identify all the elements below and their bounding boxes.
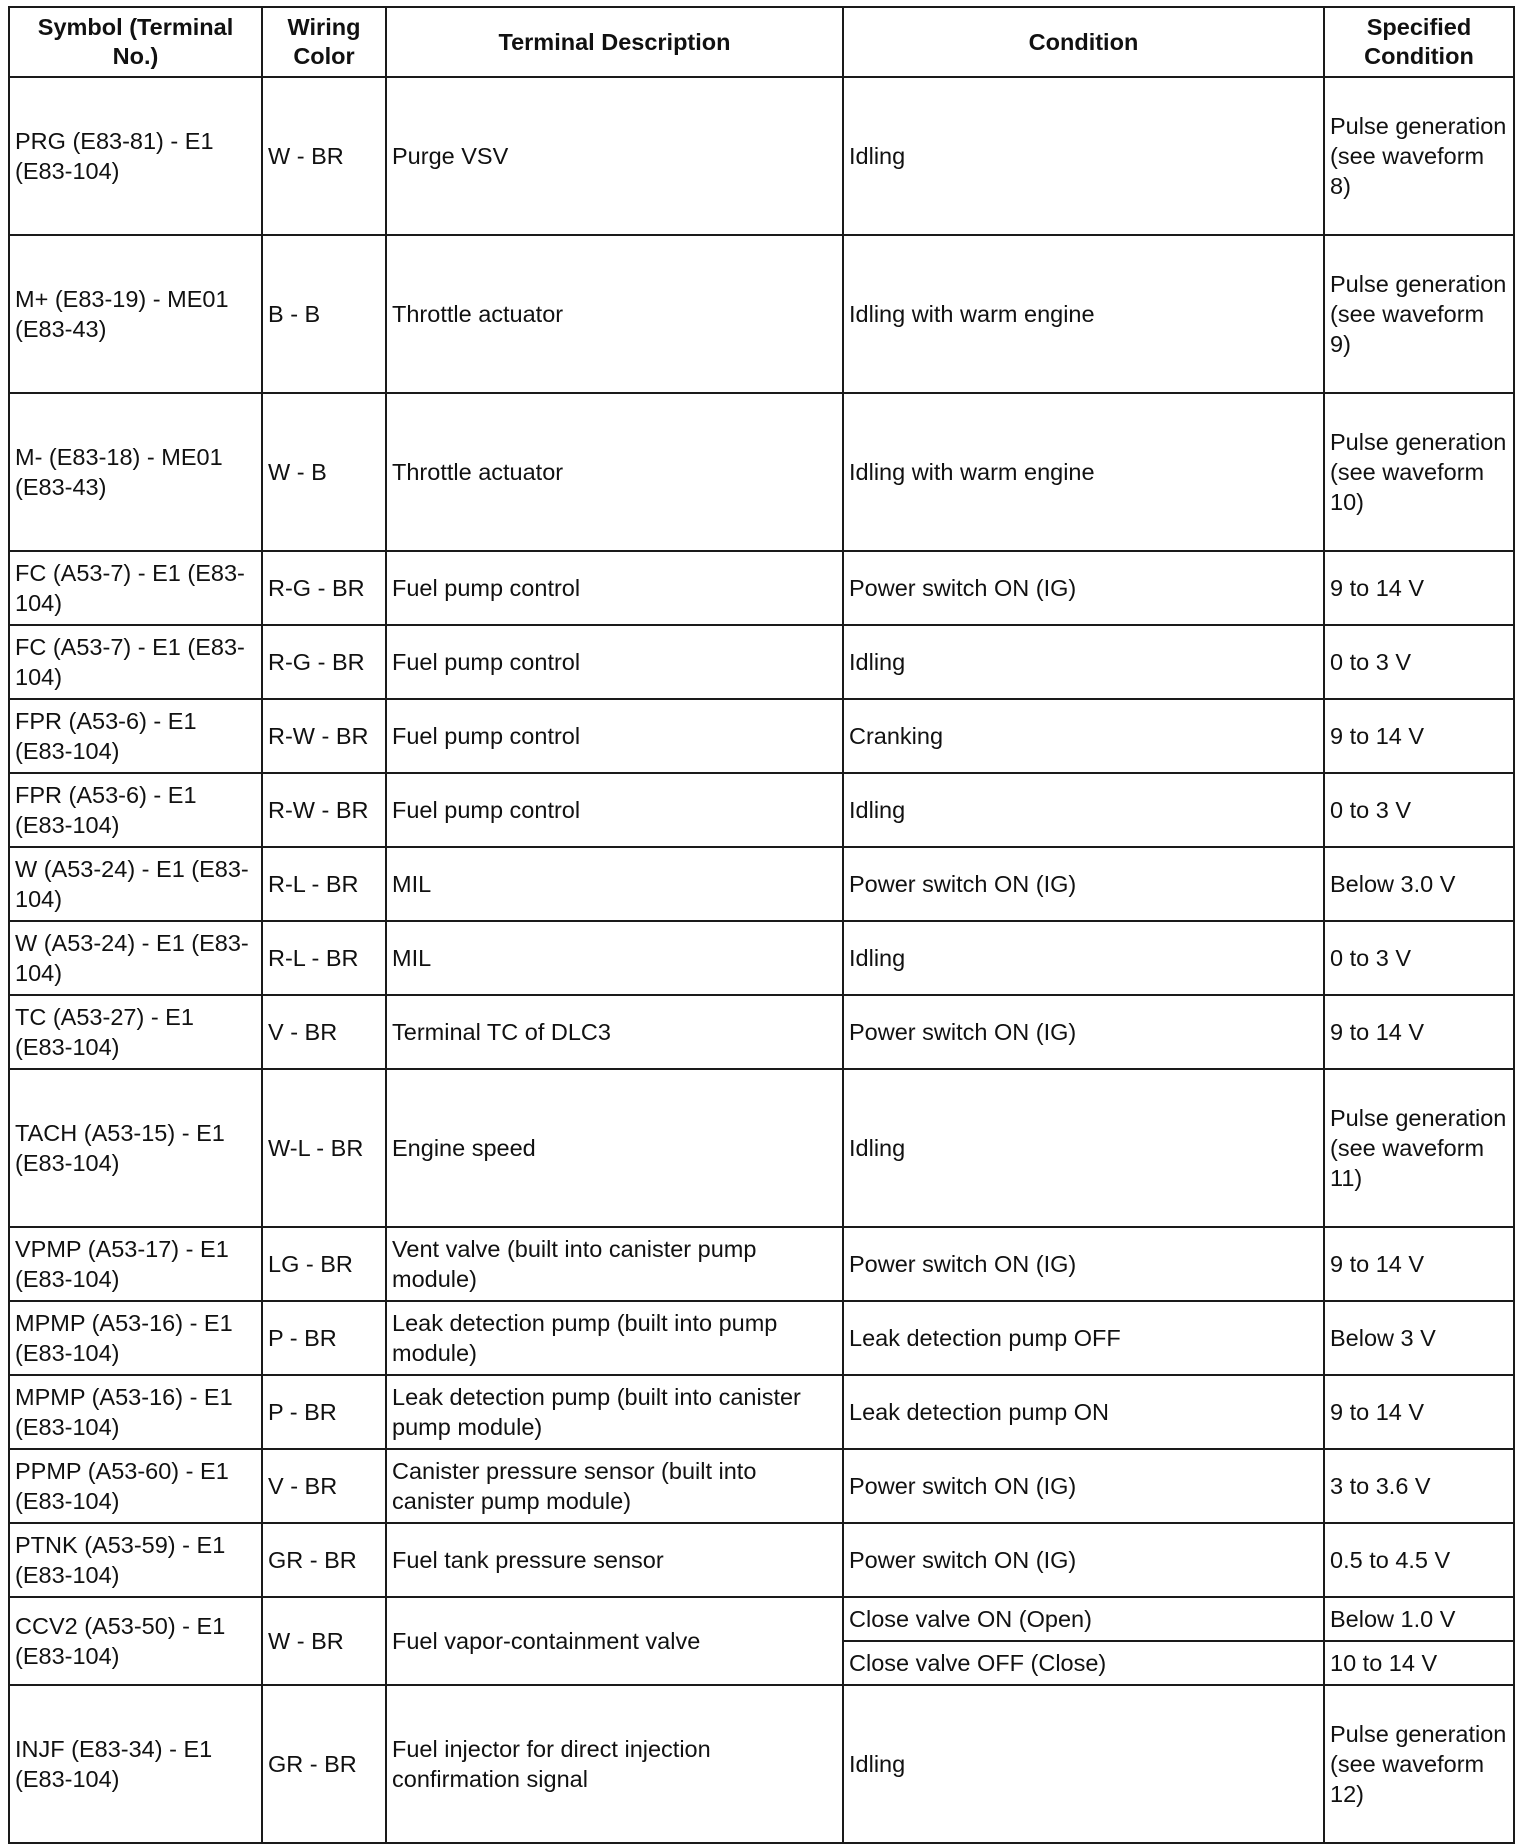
cell-wiring: W - BR: [262, 1597, 386, 1685]
cell-description: Leak detection pump (built into pump module): [386, 1301, 843, 1375]
spec-text: Pulse generation: [1330, 1721, 1507, 1747]
cell-wiring: R-L - BR: [262, 847, 386, 921]
table-row: [9, 1685, 1514, 1843]
table-row: [9, 235, 1514, 393]
table-row: [9, 77, 1514, 235]
cell-spec: 9 to 14 V: [1324, 551, 1514, 625]
cell-spec: 9 to 14 V: [1324, 995, 1514, 1069]
cell-condition: Power switch ON (IG): [843, 551, 1324, 625]
cell-spec: Below 3 V: [1324, 1301, 1514, 1375]
cell-symbol: PTNK (A53-59) - E1 (E83-104): [9, 1523, 262, 1597]
cell-description: Fuel vapor-containment valve: [386, 1597, 843, 1685]
cell-description: Vent valve (built into canister pump module): [386, 1227, 843, 1301]
cell-description: Throttle actuator: [386, 235, 843, 393]
table-row: [9, 1301, 1514, 1375]
cell-wiring: R-L - BR: [262, 921, 386, 995]
cell-condition: Power switch ON (IG): [843, 1523, 1324, 1597]
cell-condition: Power switch ON (IG): [843, 847, 1324, 921]
cell-wiring: V - BR: [262, 995, 386, 1069]
cell-wiring: GR - BR: [262, 1685, 386, 1843]
table-row: [9, 625, 1514, 699]
cell-description: MIL: [386, 847, 843, 921]
table-row: [9, 847, 1514, 921]
cell-symbol: FPR (A53-6) - E1 (E83-104): [9, 699, 262, 773]
cell-wiring: P - BR: [262, 1375, 386, 1449]
cell-wiring: LG - BR: [262, 1227, 386, 1301]
cell-spec: 0.5 to 4.5 V: [1324, 1523, 1514, 1597]
cell-wiring: R-W - BR: [262, 773, 386, 847]
table-row: [9, 393, 1514, 551]
cell-symbol: MPMP (A53-16) - E1 (E83-104): [9, 1375, 262, 1449]
header-symbol: Symbol (Terminal No.): [9, 7, 262, 77]
spec-note: (see waveform 12): [1330, 1751, 1485, 1807]
table-row: [9, 1523, 1514, 1597]
cell-condition: Leak detection pump OFF: [843, 1301, 1324, 1375]
cell-spec: [1324, 393, 1514, 551]
spec-text: Pulse generation: [1330, 113, 1507, 139]
cell-symbol: W (A53-24) - E1 (E83-104): [9, 847, 262, 921]
cell-condition: Power switch ON (IG): [843, 1227, 1324, 1301]
cell-symbol: PPMP (A53-60) - E1 (E83-104): [9, 1449, 262, 1523]
cell-spec: [1324, 1685, 1514, 1843]
cell-description: Fuel pump control: [386, 551, 843, 625]
table-row: [9, 1597, 1514, 1641]
cell-description: Leak detection pump (built into canister pump module): [386, 1375, 843, 1449]
cell-condition: Power switch ON (IG): [843, 1449, 1324, 1523]
cell-symbol: TC (A53-27) - E1 (E83-104): [9, 995, 262, 1069]
cell-condition: Idling with warm engine: [843, 393, 1324, 551]
spec-text: Pulse generation: [1330, 271, 1507, 297]
cell-wiring: W-L - BR: [262, 1069, 386, 1227]
cell-spec: [1324, 1069, 1514, 1227]
table-row: [9, 921, 1514, 995]
cell-condition: Cranking: [843, 699, 1324, 773]
header-row: [9, 7, 1514, 77]
cell-spec: [1324, 235, 1514, 393]
cell-condition: Close valve ON (Open): [843, 1597, 1324, 1641]
cell-symbol: M- (E83-18) - ME01 (E83-43): [9, 393, 262, 551]
cell-condition: Idling: [843, 1069, 1324, 1227]
cell-spec: Below 1.0 V: [1324, 1597, 1514, 1641]
cell-spec: 9 to 14 V: [1324, 1375, 1514, 1449]
cell-symbol: CCV2 (A53-50) - E1 (E83-104): [9, 1597, 262, 1685]
cell-spec: 3 to 3.6 V: [1324, 1449, 1514, 1523]
table-row: [9, 995, 1514, 1069]
spec-text: Pulse generation: [1330, 429, 1507, 455]
cell-symbol: PRG (E83-81) - E1 (E83-104): [9, 77, 262, 235]
cell-spec: 0 to 3 V: [1324, 625, 1514, 699]
cell-wiring: V - BR: [262, 1449, 386, 1523]
cell-spec: Below 3.0 V: [1324, 847, 1514, 921]
cell-description: Fuel pump control: [386, 625, 843, 699]
cell-symbol: INJF (E83-34) - E1 (E83-104): [9, 1685, 262, 1843]
cell-spec: 0 to 3 V: [1324, 921, 1514, 995]
cell-symbol: FC (A53-7) - E1 (E83-104): [9, 625, 262, 699]
header-specified-condition: Specified Condition: [1324, 7, 1514, 77]
table-row: [9, 773, 1514, 847]
cell-condition: Idling: [843, 1685, 1324, 1843]
cell-description: Terminal TC of DLC3: [386, 995, 843, 1069]
cell-condition: Leak detection pump ON: [843, 1375, 1324, 1449]
table-row: [9, 699, 1514, 773]
header-wiring-color: Wiring Color: [262, 7, 386, 77]
cell-spec: 9 to 14 V: [1324, 699, 1514, 773]
cell-condition: Idling: [843, 77, 1324, 235]
terminal-spec-table: [8, 6, 1515, 1844]
cell-wiring: W - B: [262, 393, 386, 551]
cell-wiring: P - BR: [262, 1301, 386, 1375]
cell-description: Fuel tank pressure sensor: [386, 1523, 843, 1597]
cell-symbol: FPR (A53-6) - E1 (E83-104): [9, 773, 262, 847]
cell-condition: Close valve OFF (Close): [843, 1641, 1324, 1685]
cell-condition: Idling: [843, 773, 1324, 847]
cell-symbol: M+ (E83-19) - ME01 (E83-43): [9, 235, 262, 393]
cell-condition: Idling: [843, 921, 1324, 995]
cell-symbol: FC (A53-7) - E1 (E83-104): [9, 551, 262, 625]
table-row: [9, 1449, 1514, 1523]
cell-condition: Idling with warm engine: [843, 235, 1324, 393]
cell-spec: [1324, 77, 1514, 235]
spec-text: Pulse generation: [1330, 1105, 1507, 1131]
spec-note: (see waveform 10): [1330, 459, 1485, 515]
cell-description: Canister pressure sensor (built into canister pump module): [386, 1449, 843, 1523]
cell-symbol: VPMP (A53-17) - E1 (E83-104): [9, 1227, 262, 1301]
cell-symbol: MPMP (A53-16) - E1 (E83-104): [9, 1301, 262, 1375]
cell-wiring: B - B: [262, 235, 386, 393]
cell-description: Fuel pump control: [386, 773, 843, 847]
cell-symbol: W (A53-24) - E1 (E83-104): [9, 921, 262, 995]
cell-condition: Idling: [843, 625, 1324, 699]
table-row: [9, 1227, 1514, 1301]
table-row: [9, 551, 1514, 625]
cell-symbol: TACH (A53-15) - E1 (E83-104): [9, 1069, 262, 1227]
cell-description: Purge VSV: [386, 77, 843, 235]
spec-note: (see waveform 11): [1330, 1135, 1485, 1191]
cell-wiring: R-G - BR: [262, 625, 386, 699]
table-row: [9, 1375, 1514, 1449]
cell-wiring: R-W - BR: [262, 699, 386, 773]
cell-wiring: R-G - BR: [262, 551, 386, 625]
table-row: [9, 1069, 1514, 1227]
cell-description: Throttle actuator: [386, 393, 843, 551]
spec-note: (see waveform 9): [1330, 301, 1485, 357]
cell-description: Engine speed: [386, 1069, 843, 1227]
cell-spec: 10 to 14 V: [1324, 1641, 1514, 1685]
header-terminal-description: Terminal Description: [386, 7, 843, 77]
cell-description: MIL: [386, 921, 843, 995]
header-condition: Condition: [843, 7, 1324, 77]
cell-condition: Power switch ON (IG): [843, 995, 1324, 1069]
cell-wiring: GR - BR: [262, 1523, 386, 1597]
cell-spec: 0 to 3 V: [1324, 773, 1514, 847]
cell-spec: 9 to 14 V: [1324, 1227, 1514, 1301]
spec-note: (see waveform 8): [1330, 143, 1485, 199]
cell-description: Fuel injector for direct injection confirmation signal: [386, 1685, 843, 1843]
cell-description: Fuel pump control: [386, 699, 843, 773]
cell-wiring: W - BR: [262, 77, 386, 235]
